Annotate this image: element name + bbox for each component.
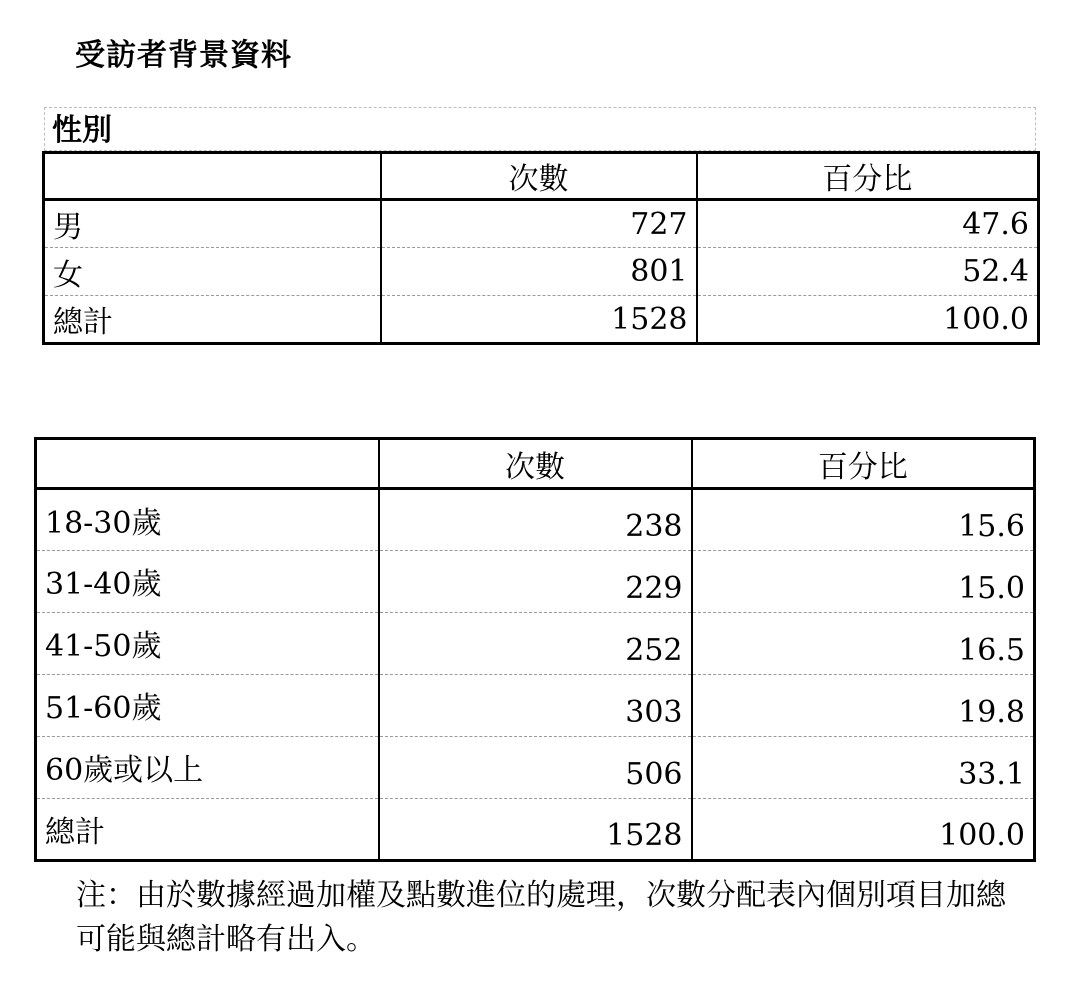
table-row [36,551,1035,613]
row-label: 總計 [44,296,381,344]
table-row-total [44,296,1039,344]
row-label: 51-60歲 [36,675,379,737]
row-label: 41-50歲 [36,613,379,675]
header-cell-label [36,439,379,489]
row-percent: 47.6 [962,206,1029,242]
row-count: 252 [379,613,692,675]
header-cell-percent: 百分比 [697,153,1039,200]
row-count: 238 [379,489,692,551]
row-label: 女 [44,248,381,296]
row-count: 303 [379,675,692,737]
table-row [44,200,1039,248]
header-cell-count: 次數 [379,439,692,489]
row-count: 229 [379,551,692,613]
row-percent: 100.0 [692,799,1035,861]
header-cell-count: 次數 [381,153,697,200]
table-header-row [36,439,1035,489]
row-count: 1528 [379,799,692,861]
row-percent: 15.0 [692,551,1035,613]
table-row [36,489,1035,551]
row-percent: 33.1 [692,737,1035,799]
page-title: 受訪者背景資料 [75,38,292,73]
age-table [34,437,1036,862]
table-row [36,675,1035,737]
footnote: 注：由於數據經過加權及點數進位的處理，次數分配表內個別項目加總可能與總計略有出入。 [76,878,1006,957]
row-percent: 19.8 [692,675,1035,737]
header-cell-percent: 百分比 [692,439,1035,489]
row-label: 男 [44,200,381,248]
row-label: 31-40歲 [36,551,379,613]
table-row [36,737,1035,799]
gender-table-caption: 性別 [52,113,112,148]
gender-caption-box [44,107,1036,151]
table-header-row [44,153,1039,200]
row-label: 總計 [36,799,379,861]
row-count: 801 [381,248,697,296]
row-percent: 100.0 [697,296,1039,344]
row-label: 60歲或以上 [36,737,379,799]
table-row [44,248,1039,296]
row-count: 506 [379,737,692,799]
gender-table [42,151,1040,345]
table-row-total [36,799,1035,861]
row-count: 727 [381,200,697,248]
header-cell-label [44,153,381,200]
table-row [36,613,1035,675]
row-percent: 15.6 [958,509,1025,544]
row-percent: 16.5 [692,613,1035,675]
row-count: 1528 [381,296,697,344]
row-percent: 52.4 [697,248,1039,296]
row-label: 18-30歲 [36,489,379,551]
